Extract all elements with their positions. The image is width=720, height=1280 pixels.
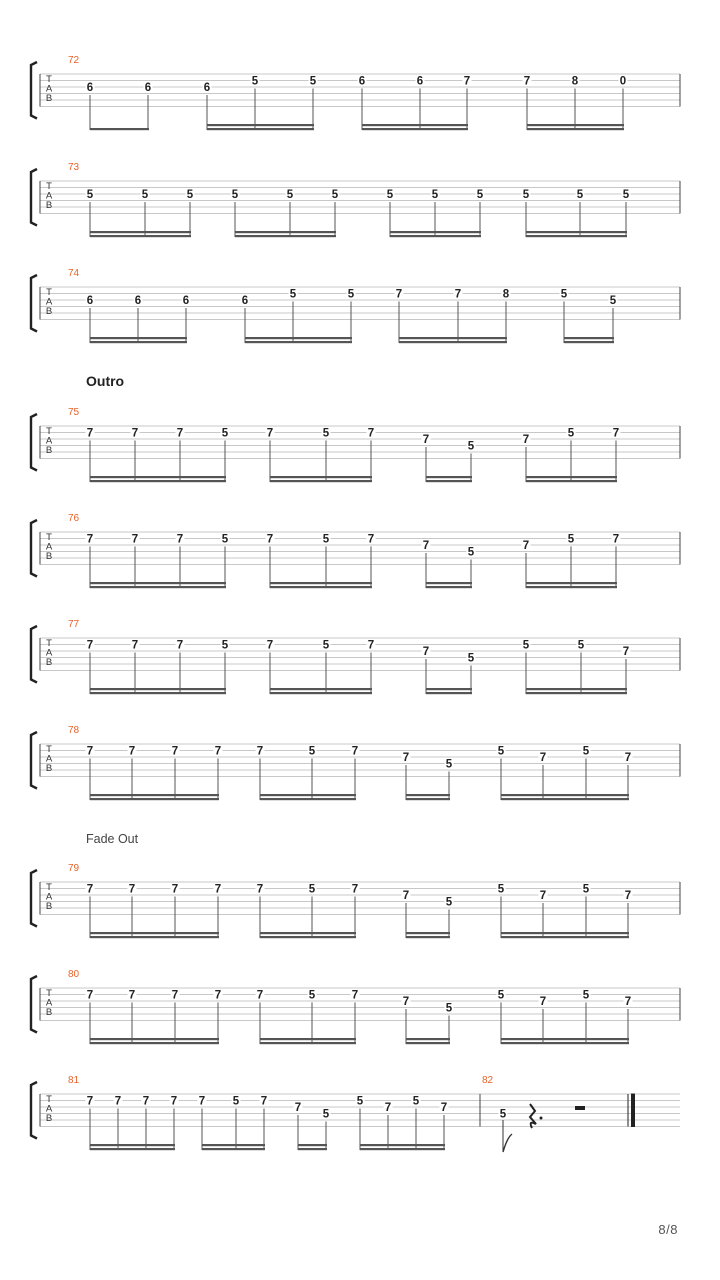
- tab-clef-letter: A: [45, 1103, 53, 1115]
- tab-clef-letter: B: [45, 200, 53, 211]
- fret-number: 5: [322, 639, 330, 652]
- fret-number: 6: [86, 295, 94, 307]
- fret-number: 5: [467, 546, 475, 559]
- fret-number: 7: [256, 989, 264, 1002]
- fret-number: 5: [467, 440, 475, 453]
- measure-number: 73: [68, 162, 80, 173]
- fret-number: 7: [351, 745, 359, 758]
- beam: [90, 798, 219, 800]
- measure-number: 78: [68, 725, 80, 736]
- fret-number: 5: [445, 758, 453, 771]
- fret-number: 7: [523, 75, 531, 88]
- system-bracket: [31, 275, 37, 332]
- tab-system: [31, 268, 680, 343]
- beam-secondary: [406, 932, 450, 934]
- fret-number: 5: [497, 883, 505, 896]
- fret-number: 7: [624, 996, 632, 1008]
- fret-number: 5: [308, 883, 316, 896]
- fret-number: 7: [176, 427, 184, 440]
- beam: [501, 936, 629, 938]
- beam: [90, 586, 226, 588]
- tab-clef-letter: A: [45, 753, 53, 765]
- beam-secondary: [90, 231, 191, 233]
- measure-number: 77: [68, 619, 80, 630]
- beam-secondary: [406, 1038, 450, 1040]
- system-bracket: [31, 1082, 37, 1139]
- fret-number: 5: [445, 1002, 453, 1015]
- section-label-fade-out: Fade Out: [86, 832, 139, 846]
- tab-system: [31, 619, 680, 694]
- tab-system: [31, 725, 680, 800]
- fret-number: 7: [539, 996, 547, 1008]
- beam-secondary: [270, 582, 372, 584]
- beam: [245, 341, 352, 343]
- fret-number: 6: [144, 82, 152, 94]
- beam: [260, 936, 356, 938]
- fret-number: 6: [86, 82, 94, 94]
- quarter-rest: [530, 1104, 536, 1128]
- fret-number: 0: [619, 75, 627, 88]
- fret-number: 6: [416, 75, 424, 88]
- beam-secondary: [90, 794, 219, 796]
- fret-number: 7: [402, 752, 410, 764]
- beam-secondary: [245, 337, 352, 339]
- page-number: 8/8: [658, 1222, 678, 1237]
- beam-secondary: [90, 337, 187, 339]
- beam: [235, 235, 336, 237]
- beam: [202, 1148, 265, 1150]
- fret-number: 7: [422, 434, 430, 446]
- beam: [526, 480, 617, 482]
- fret-number: 5: [347, 288, 355, 301]
- fret-number: 5: [577, 639, 585, 652]
- tab-clef-letter: A: [45, 891, 53, 903]
- beam: [260, 798, 356, 800]
- fret-number: 7: [170, 1095, 178, 1108]
- tab-system: [31, 407, 680, 482]
- tab-system: [31, 513, 680, 588]
- beam: [501, 1042, 629, 1044]
- fret-number: 5: [322, 427, 330, 440]
- beam-secondary: [90, 1144, 175, 1146]
- measure-number: 82: [482, 1075, 494, 1086]
- system-bracket: [31, 732, 37, 789]
- fret-number: 5: [582, 883, 590, 896]
- fret-number: 5: [522, 189, 530, 201]
- fret-number: 7: [176, 639, 184, 652]
- fret-number: 7: [440, 1102, 448, 1114]
- beam-secondary: [426, 688, 472, 690]
- fret-number: 5: [582, 745, 590, 758]
- system-bracket: [31, 870, 37, 927]
- fret-number: 7: [294, 1102, 302, 1114]
- tab-clef-letter: T: [46, 1094, 52, 1105]
- fret-number: 7: [131, 427, 139, 440]
- beam-secondary: [260, 932, 356, 934]
- fret-number: 7: [86, 883, 94, 896]
- fret-number: 7: [624, 890, 632, 902]
- fret-number: 5: [582, 989, 590, 1002]
- measure-number: 79: [68, 863, 80, 874]
- fret-number: 5: [286, 189, 294, 201]
- beam: [90, 235, 191, 237]
- final-barline-thick: [631, 1094, 635, 1128]
- fret-number: 5: [232, 1095, 240, 1108]
- beam-secondary: [527, 124, 624, 126]
- beam: [90, 1042, 219, 1044]
- beam-secondary: [526, 476, 617, 478]
- tab-clef-letter: B: [45, 1007, 53, 1018]
- tab-clef-letter: T: [46, 532, 52, 543]
- beam-secondary: [260, 794, 356, 796]
- fret-number: 7: [622, 646, 630, 658]
- beam-secondary: [207, 124, 314, 126]
- fret-number: 7: [454, 288, 462, 301]
- tab-clef-letter: B: [45, 1113, 53, 1124]
- beam-secondary: [501, 932, 629, 934]
- beam: [270, 586, 372, 588]
- fret-number: 6: [241, 295, 249, 307]
- beam: [298, 1148, 327, 1150]
- fret-number: 7: [176, 533, 184, 546]
- fret-number: 7: [128, 745, 136, 758]
- tab-system: [31, 1075, 680, 1152]
- tab-clef-letter: T: [46, 426, 52, 437]
- beam: [90, 480, 226, 482]
- fret-number: 7: [522, 540, 530, 552]
- fret-number: 5: [322, 533, 330, 546]
- beam-secondary: [90, 582, 226, 584]
- beam: [526, 235, 627, 237]
- fret-number: 5: [499, 1108, 507, 1121]
- tab-clef-letter: A: [45, 647, 53, 659]
- system-bracket: [31, 62, 37, 119]
- fret-number: 5: [308, 989, 316, 1002]
- measure-number: 76: [68, 513, 80, 524]
- fret-number: 7: [142, 1095, 150, 1108]
- measure-number: 80: [68, 969, 80, 980]
- beam: [564, 341, 614, 343]
- beam: [406, 1042, 450, 1044]
- fret-number: 5: [331, 189, 339, 201]
- fret-number: 5: [567, 533, 575, 546]
- measure-number: 81: [68, 1075, 80, 1086]
- fret-number: 7: [214, 883, 222, 896]
- beam-secondary: [399, 337, 507, 339]
- tab-clef-letter: A: [45, 435, 53, 447]
- tab-clef-letter: B: [45, 551, 53, 562]
- fret-number: 7: [402, 996, 410, 1008]
- tab-clef-letter: B: [45, 901, 53, 912]
- fret-number: 7: [624, 752, 632, 764]
- beam: [390, 235, 481, 237]
- beam: [426, 586, 472, 588]
- beam-secondary: [426, 582, 472, 584]
- tab-clef-letter: T: [46, 181, 52, 192]
- fret-number: 7: [539, 890, 547, 902]
- tab-system: [31, 969, 680, 1044]
- fret-number: 5: [412, 1095, 420, 1108]
- system-bracket: [31, 414, 37, 471]
- beam-secondary: [260, 1038, 356, 1040]
- fret-number: 7: [86, 1095, 94, 1108]
- tab-clef-letter: B: [45, 93, 53, 104]
- fret-number: 5: [431, 189, 439, 201]
- fret-number: 5: [221, 639, 229, 652]
- fret-number: 5: [221, 533, 229, 546]
- fret-number: 7: [214, 989, 222, 1002]
- beam: [406, 798, 450, 800]
- fret-number: 5: [86, 189, 94, 201]
- beam-secondary: [90, 1038, 219, 1040]
- beam-secondary: [90, 476, 226, 478]
- fret-number: 5: [609, 295, 617, 307]
- beam-secondary: [526, 688, 627, 690]
- measure-number: 72: [68, 55, 80, 66]
- fret-number: 5: [497, 989, 505, 1002]
- fret-number: 5: [322, 1108, 330, 1121]
- beam: [526, 586, 617, 588]
- fret-number: 7: [171, 989, 179, 1002]
- fret-number: 7: [351, 989, 359, 1002]
- beam-secondary: [90, 932, 219, 934]
- half-rest: [575, 1106, 585, 1110]
- section-label-outro: Outro: [86, 373, 125, 389]
- beam-secondary: [360, 1144, 445, 1146]
- fret-number: 7: [128, 883, 136, 896]
- fret-number: 5: [567, 427, 575, 440]
- beam-secondary: [406, 794, 450, 796]
- beam: [270, 480, 372, 482]
- fret-number: 7: [266, 533, 274, 546]
- fret-number: 5: [522, 639, 530, 652]
- fret-number: 7: [612, 533, 620, 546]
- fret-number: 7: [351, 883, 359, 896]
- fret-number: 7: [171, 745, 179, 758]
- system-bracket: [31, 976, 37, 1033]
- fret-number: 7: [198, 1095, 206, 1108]
- tab-clef-letter: A: [45, 83, 53, 95]
- fret-number: 5: [560, 288, 568, 301]
- fret-number: 7: [395, 288, 403, 301]
- beam: [90, 692, 226, 694]
- fret-number: 7: [86, 533, 94, 546]
- fret-number: 7: [171, 883, 179, 896]
- fret-number: 7: [86, 427, 94, 440]
- beam-secondary: [202, 1144, 265, 1146]
- fret-number: 5: [356, 1095, 364, 1108]
- beam-secondary: [270, 476, 372, 478]
- fret-number: 7: [422, 646, 430, 658]
- fret-number: 5: [141, 189, 149, 201]
- fret-number: 7: [367, 639, 375, 652]
- fret-number: 7: [114, 1095, 122, 1108]
- beam: [360, 1148, 445, 1150]
- fret-number: 7: [86, 989, 94, 1002]
- fret-number: 5: [476, 189, 484, 201]
- fret-number: 7: [463, 75, 471, 88]
- fret-number: 6: [182, 295, 190, 307]
- fret-number: 7: [256, 745, 264, 758]
- fret-number: 7: [266, 639, 274, 652]
- note-flag: [503, 1134, 512, 1152]
- beam-secondary: [90, 688, 226, 690]
- measure-number: 75: [68, 407, 80, 418]
- tab-clef-letter: T: [46, 988, 52, 999]
- fret-number: 5: [622, 189, 630, 201]
- beam: [270, 692, 372, 694]
- fret-number: 6: [358, 75, 366, 88]
- tab-clef-letter: A: [45, 190, 53, 202]
- rest-dot: [540, 1117, 543, 1120]
- fret-number: 7: [384, 1102, 392, 1114]
- fret-number: 7: [522, 434, 530, 446]
- fret-number: 5: [497, 745, 505, 758]
- beam: [260, 1042, 356, 1044]
- fret-number: 8: [571, 75, 579, 88]
- fret-number: 8: [502, 288, 510, 301]
- tab-clef-letter: B: [45, 445, 53, 456]
- beam: [406, 936, 450, 938]
- tab-clef-letter: T: [46, 744, 52, 755]
- beam-secondary: [298, 1144, 327, 1146]
- fret-number: 7: [128, 989, 136, 1002]
- fret-number: 5: [445, 896, 453, 909]
- system-bracket: [31, 169, 37, 226]
- measure-number: 74: [68, 268, 80, 279]
- tab-clef-letter: T: [46, 882, 52, 893]
- fret-number: 6: [203, 82, 211, 94]
- fret-number: 7: [260, 1095, 268, 1108]
- beam: [426, 480, 472, 482]
- beam: [527, 128, 624, 130]
- fret-number: 5: [386, 189, 394, 201]
- fret-number: 5: [576, 189, 584, 201]
- fret-number: 7: [256, 883, 264, 896]
- tab-clef-letter: T: [46, 74, 52, 85]
- tab-clef-letter: A: [45, 296, 53, 308]
- system-bracket: [31, 626, 37, 683]
- beam: [207, 128, 314, 130]
- tab-system: [31, 162, 680, 237]
- fret-number: 7: [422, 540, 430, 552]
- fret-number: 7: [131, 533, 139, 546]
- fret-number: 5: [289, 288, 297, 301]
- system-bracket: [31, 520, 37, 577]
- tab-system: [31, 863, 680, 938]
- beam: [90, 936, 219, 938]
- fret-number: 5: [186, 189, 194, 201]
- beam-secondary: [564, 337, 614, 339]
- tab-system: [31, 55, 680, 130]
- fret-number: 5: [308, 745, 316, 758]
- beam-secondary: [501, 794, 629, 796]
- beam: [362, 128, 468, 130]
- fret-number: 7: [131, 639, 139, 652]
- tab-clef-letter: T: [46, 287, 52, 298]
- fret-number: 5: [231, 189, 239, 201]
- beam: [526, 692, 627, 694]
- beam: [399, 341, 507, 343]
- beam-secondary: [501, 1038, 629, 1040]
- fret-number: 7: [214, 745, 222, 758]
- fret-number: 7: [612, 427, 620, 440]
- fret-number: 7: [86, 745, 94, 758]
- tab-clef-letter: T: [46, 638, 52, 649]
- beam-secondary: [426, 476, 472, 478]
- tab-clef-letter: B: [45, 763, 53, 774]
- tab-clef-letter: B: [45, 306, 53, 317]
- fret-number: 7: [367, 427, 375, 440]
- fret-number: 5: [467, 652, 475, 665]
- fret-number: 7: [539, 752, 547, 764]
- beam-secondary: [235, 231, 336, 233]
- fret-number: 7: [367, 533, 375, 546]
- tab-clef-letter: A: [45, 997, 53, 1009]
- beam-secondary: [390, 231, 481, 233]
- beam: [90, 1148, 175, 1150]
- beam-secondary: [526, 582, 617, 584]
- beam: [90, 128, 149, 130]
- tab-clef-letter: A: [45, 541, 53, 553]
- fret-number: 7: [402, 890, 410, 902]
- beam: [90, 341, 187, 343]
- beam: [426, 692, 472, 694]
- fret-number: 5: [251, 75, 259, 88]
- fret-number: 5: [221, 427, 229, 440]
- fret-number: 7: [266, 427, 274, 440]
- beam: [501, 798, 629, 800]
- beam-secondary: [270, 688, 372, 690]
- beam-secondary: [362, 124, 468, 126]
- fret-number: 6: [134, 295, 142, 307]
- beam-secondary: [526, 231, 627, 233]
- fret-number: 5: [309, 75, 317, 88]
- tab-clef-letter: B: [45, 657, 53, 668]
- fret-number: 7: [86, 639, 94, 652]
